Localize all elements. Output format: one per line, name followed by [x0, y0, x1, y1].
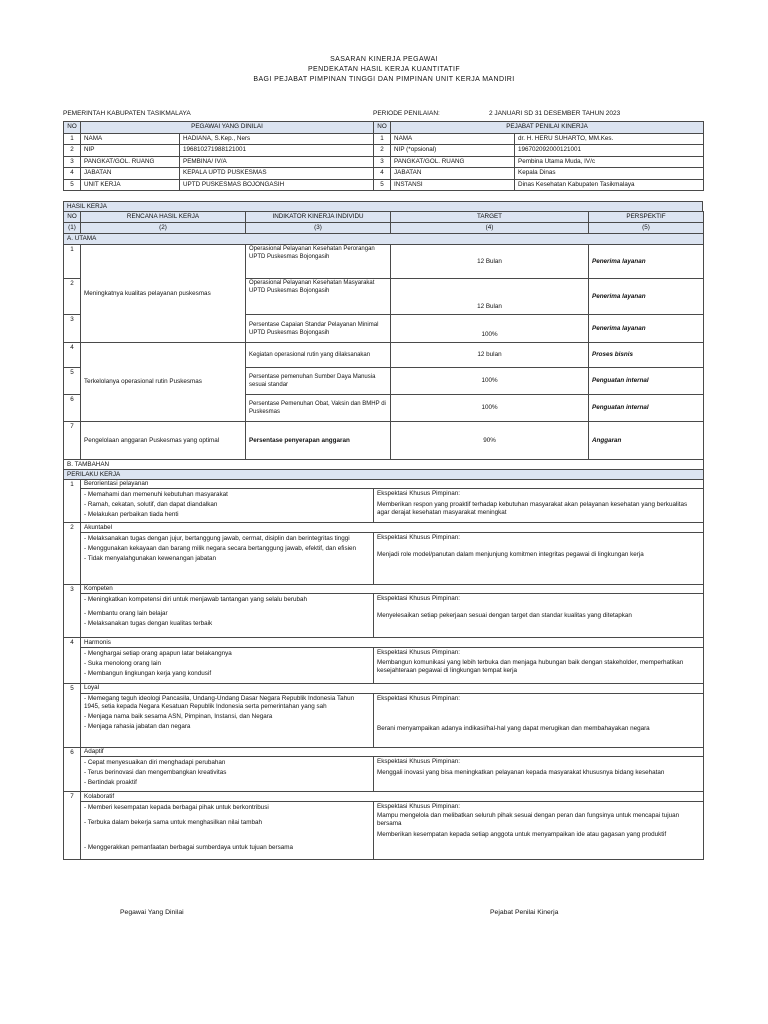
hasil-row: [64, 245, 704, 279]
ekspektasi-label: Ekspektasi Khusus Pimpinan:: [377, 595, 460, 603]
perilaku-body-row: [64, 757, 704, 792]
perilaku-title-row: [64, 523, 704, 533]
col-num: (2): [81, 223, 246, 234]
perilaku-no: 1: [64, 479, 81, 523]
rhk-cell: Terkelolanya operasional rutin Puskesmas: [81, 343, 246, 422]
perilaku-title-row: [64, 747, 704, 757]
dinilai-header: PEGAWAI YANG DINILAI: [81, 122, 374, 134]
section-b-label: B. TAMBAHAN: [64, 460, 704, 471]
perilaku-point: - Menjaga nama baik sesama ASN, Pimpinan, Instansi, dan Negara: [84, 712, 273, 720]
ekspektasi-label: Ekspektasi Khusus Pimpinan:: [377, 802, 460, 810]
identity-row: [64, 145, 704, 157]
perilaku-point: - Melaksanakan tugas dengan jujur, bertanggung jawab, cermat, disiplin dan berintegritas tinggi: [84, 534, 350, 542]
col-no-header: NO: [64, 212, 81, 223]
row-no: 1: [64, 133, 81, 145]
field-label: NAMA: [81, 133, 180, 145]
perilaku-point: - Menggunakan kekayaan dan barang milik negara secara bertanggung jawab, efektif, dan efisien: [84, 544, 356, 552]
ekspektasi-cell: [374, 489, 704, 523]
hasil-row: [64, 422, 704, 460]
ekspektasi-label: Ekspektasi Khusus Pimpinan:: [377, 694, 460, 702]
perilaku-points: [81, 489, 374, 523]
hasil-kerja-table: [63, 211, 704, 471]
perilaku-no: 7: [64, 792, 81, 860]
perilaku-point: - Tidak menyalahgunakan kewenangan jabatan: [84, 554, 216, 562]
row-no: 2: [374, 145, 391, 157]
field-label: UNIT KERJA: [81, 179, 180, 191]
indikator-cell: Persentase pemenuhan Sumber Daya Manusia sesuai standar: [246, 368, 391, 395]
ekspektasi-text: Menggali inovasi yang bisa meningkatkan pelayanan kepada masyarakat khususnya bidang kesehatan: [377, 769, 665, 777]
penilai-header: PEJABAT PENILAI KINERJA: [391, 122, 704, 134]
col-num: (4): [391, 223, 589, 234]
col-rhk-header: RENCANA HASIL KERJA: [81, 212, 246, 223]
identity-row: [64, 168, 704, 180]
field-label: PANGKAT/GOL. RUANG: [391, 156, 515, 168]
section-a-label: A. UTAMA: [64, 234, 704, 245]
title-line-1: SASARAN KINERJA PEGAWAI: [330, 56, 438, 63]
rhk-cell: Pengelolaan anggaran Puskesmas yang optimal: [81, 422, 246, 460]
periode-value: 2 JANUARI SD 31 DESEMBER TAHUN 2023: [489, 110, 621, 117]
ekspektasi-cell: [374, 532, 704, 584]
perilaku-points: [81, 801, 374, 859]
field-label: NAMA: [391, 133, 515, 145]
perilaku-point: - Terus berinovasi dan mengembangkan kreativitas: [84, 769, 227, 777]
ekspektasi-text: Memberikan respon yang proaktif terhadap kebutuhan masyarakat akan pelayanan kesehatan yang berkualitas agar derajat kesehatan masyarakat meningkat: [377, 501, 688, 517]
perspektif-cell: Penerima layanan: [589, 245, 704, 279]
perilaku-label: PERILAKU KERJA: [64, 470, 704, 480]
col-indikator-header: INDIKATOR KINERJA INDIVIDU: [246, 212, 391, 223]
perilaku-point: - Membantu orang lain belajar: [84, 610, 168, 618]
perilaku-body-row: [64, 801, 704, 859]
perilaku-body-row: [64, 647, 704, 683]
field-value: UPTD PUSKESMAS BOJONGASIH: [180, 179, 374, 191]
perilaku-no: 2: [64, 523, 81, 585]
perspektif-cell: Anggaran: [589, 422, 704, 460]
perilaku-no: 4: [64, 638, 81, 684]
field-label: NIP: [81, 145, 180, 157]
perilaku-title: Akuntabel: [81, 523, 704, 533]
perilaku-title-row: [64, 638, 704, 648]
document-title: [0, 55, 768, 85]
ekspektasi-cell: [374, 693, 704, 747]
field-label: JABATAN: [81, 168, 180, 180]
perilaku-points: [81, 647, 374, 683]
row-no: 7: [64, 422, 81, 460]
indikator-cell: Persentase Pemenuhan Obat, Vaksin dan BMHP di Puskesmas: [246, 395, 391, 422]
no-header: NO: [64, 122, 81, 134]
perilaku-point: - Memegang teguh ideologi Pancasila, Undang-Undang Dasar Negara Republik Indonesia Tahun 1945, setia kepada Negara Kesatuan Republik Indonesia serta pemerintahan yang sah: [84, 694, 355, 710]
indikator-cell: Operasional Pelayanan Kesehatan Masyarakat UPTD Puskesmas Bojongasih: [246, 279, 391, 315]
col-num: (1): [64, 223, 81, 234]
signature-right: Pejabat Penilai Kinerja: [490, 909, 559, 916]
perilaku-point: - Menggerakkan pemanfaatan berbagai sumberdaya untuk tujuan bersama: [84, 843, 293, 851]
pemerintah-label: PEMERINTAH KABUPATEN TASIKMALAYA: [63, 110, 191, 117]
target-cell: 12 Bulan: [391, 279, 589, 315]
ekspektasi-label: Ekspektasi Khusus Pimpinan:: [377, 648, 460, 656]
perilaku-points: [81, 757, 374, 792]
hasil-row: [64, 343, 704, 368]
perilaku-title: Kolaboratif: [81, 792, 704, 802]
field-value: KEPALA UPTD PUSKESMAS: [180, 168, 374, 180]
field-value: 196702092000121001: [515, 145, 704, 157]
ekspektasi-cell: [374, 594, 704, 638]
hasil-header-row: [64, 212, 704, 223]
no-header: NO: [374, 122, 391, 134]
section-a-row: [64, 234, 704, 245]
perilaku-point: - Bertindak proaktif: [84, 779, 137, 787]
perilaku-point: - Cepat menyesuaikan diri menghadapi perubahan: [84, 759, 226, 767]
hasil-colnum-row: [64, 223, 704, 234]
target-cell: 100%: [391, 395, 589, 422]
row-no: 2: [64, 279, 81, 315]
perilaku-body-row: [64, 489, 704, 523]
perilaku-title: Loyal: [81, 683, 704, 693]
title-line-3: BAGI PEJABAT PIMPINAN TINGGI DAN PIMPINAN UNIT KERJA MANDIRI: [253, 76, 515, 83]
perilaku-body-row: [64, 594, 704, 638]
target-cell: 12 Bulan: [391, 245, 589, 279]
perilaku-point: - Terbuka dalam bekerja sama untuk menghasilkan nilai tambah: [84, 818, 263, 826]
row-no: 4: [64, 343, 81, 368]
perilaku-title: Kompeten: [81, 584, 704, 594]
indikator-cell: Operasional Pelayanan Kesehatan Perorangan UPTD Puskesmas Bojongasih: [246, 245, 391, 279]
indikator-cell: Kegiatan operasional rutin yang dilaksanakan: [246, 343, 391, 368]
field-value: HADIANA, S.Kep., Ners: [180, 133, 374, 145]
identity-row: [64, 133, 704, 145]
field-value: Dinas Kesehatan Kabupaten Tasikmalaya: [515, 179, 704, 191]
perilaku-point: - Membangun lingkungan kerja yang kondusif: [84, 669, 212, 677]
perspektif-cell: Penguatan internal: [589, 368, 704, 395]
perilaku-title: Adaptif: [81, 747, 704, 757]
perilaku-points: [81, 594, 374, 638]
row-no: 5: [64, 179, 81, 191]
row-no: 5: [64, 368, 81, 395]
perspektif-cell: Penerima layanan: [589, 279, 704, 315]
identity-row: [64, 156, 704, 168]
perspektif-cell: Penerima layanan: [589, 315, 704, 343]
col-target-header: TARGET: [391, 212, 589, 223]
identity-header-row: [64, 122, 704, 134]
ekspektasi-text: Menjadi role model/panutan dalam menjunjung komitmen integritas pegawai di lingkungan kerja: [377, 550, 644, 558]
row-no: 3: [374, 156, 391, 168]
perilaku-title-row: [64, 479, 704, 489]
perilaku-body-row: [64, 532, 704, 584]
col-num: (3): [246, 223, 391, 234]
perilaku-point: - Melakukan perbaikan tiada henti: [84, 511, 179, 519]
indikator-cell: Persentase Capaian Standar Pelayanan Minimal UPTD Puskesmas Bojongasih: [246, 315, 391, 343]
ekspektasi-text: Membangun komunikasi yang lebih terbuka dan menjaga hubungan baik dengan stakeholder, memperhatikan kesejahteraan pegawai di lingkungan tempat kerja: [377, 658, 684, 674]
perilaku-point: - Menghargai setiap orang apapun latar belakangnya: [84, 649, 232, 657]
row-no: 1: [374, 133, 391, 145]
row-no: 3: [64, 156, 81, 168]
row-no: 6: [64, 395, 81, 422]
field-value: Pembina Utama Muda, IV/c: [515, 156, 704, 168]
identity-row: [64, 179, 704, 191]
row-no: 5: [374, 179, 391, 191]
perilaku-point: - Melaksanakan tugas dengan kualitas terbaik: [84, 620, 213, 628]
perilaku-point: - Menjaga rahasia jabatan dan negara: [84, 722, 191, 730]
target-cell: 12 bulan: [391, 343, 589, 368]
target-cell: 100%: [391, 315, 589, 343]
perilaku-no: 6: [64, 747, 81, 792]
field-value: Kepala Dinas: [515, 168, 704, 180]
rhk-cell: Meningkatnya kualitas pelayanan puskesmas: [81, 245, 246, 343]
ekspektasi-text: Menyelesaikan setiap pekerjaan sesuai dengan target dan standar kualitas yang ditetapkan: [377, 612, 632, 620]
target-cell: 90%: [391, 422, 589, 460]
perilaku-points: [81, 532, 374, 584]
signature-left: Pegawai Yang Dinilai: [120, 909, 184, 916]
perilaku-body-row: [64, 693, 704, 747]
row-no: 4: [64, 168, 81, 180]
perilaku-title-row: [64, 584, 704, 594]
perilaku-title-row: [64, 792, 704, 802]
field-label: JABATAN: [391, 168, 515, 180]
ekspektasi-text: Berani menyampaikan adanya indikasi/hal-hal yang dapat merugikan dan membahayakan negara: [377, 724, 650, 732]
perilaku-points: [81, 693, 374, 747]
perilaku-no: 5: [64, 683, 81, 747]
target-cell: 100%: [391, 368, 589, 395]
col-num: (5): [589, 223, 704, 234]
perilaku-point: - Ramah, cekatan, solutif, dan dapat diandalkan: [84, 501, 218, 509]
ekspektasi-cell: [374, 647, 704, 683]
ekspektasi-text: Mampu mengelola dan melibatkan seluruh pihak sesuai dengan peran dan fungsinya untuk mencapai tujuan bersama: [377, 811, 680, 827]
perilaku-title: Harmonis: [81, 638, 704, 648]
indikator-cell: Persentase penyerapan anggaran: [246, 422, 391, 460]
perilaku-kerja-table: [63, 469, 704, 860]
row-no: 1: [64, 245, 81, 279]
title-line-2: PENDEKATAN HASIL KERJA KUANTITATIF: [307, 66, 461, 73]
identity-table: [63, 121, 704, 191]
field-value: PEMBINA/ IV/A: [180, 156, 374, 168]
ekspektasi-label: Ekspektasi Khusus Pimpinan:: [377, 758, 460, 766]
row-no: 4: [374, 168, 391, 180]
perilaku-no: 3: [64, 584, 81, 638]
perspektif-cell: Penguatan internal: [589, 395, 704, 422]
field-label: NIP (*opsional): [391, 145, 515, 157]
perilaku-point: - Suka menolong orang lain: [84, 659, 162, 667]
perspektif-cell: Proses bisnis: [589, 343, 704, 368]
col-perspektif-header: PERSPEKTIF: [589, 212, 704, 223]
field-label: PANGKAT/GOL. RUANG: [81, 156, 180, 168]
ekspektasi-cell: [374, 757, 704, 792]
ekspektasi-cell: [374, 801, 704, 859]
periode-label: PERIODE PENILAIAN:: [373, 110, 440, 117]
ekspektasi-text: Memberikan kesempatan kepada setiap anggota untuk menyampaikan ide atau gagasan yang produktif: [377, 830, 667, 838]
row-no: 3: [64, 315, 81, 343]
row-no: 2: [64, 145, 81, 157]
ekspektasi-label: Ekspektasi Khusus Pimpinan:: [377, 533, 460, 541]
perilaku-point: - Memahami dan memenuhi kebutuhan masyarakat: [84, 491, 228, 499]
hasil-kerja-label: HASIL KERJA: [64, 202, 703, 212]
field-value: 196810271988121001: [180, 145, 374, 157]
perilaku-point: - Meningkatkan kompetensi diri untuk menjawab tantangan yang selalu berubah: [84, 596, 307, 604]
ekspektasi-label: Ekspektasi Khusus Pimpinan:: [377, 490, 460, 498]
field-label: INSTANSI: [391, 179, 515, 191]
perilaku-point: - Memberi kesempatan kepada berbagai pihak untuk berkontribusi: [84, 803, 269, 811]
field-value: dr. H. HERU SUHARTO, MM.Kes.: [515, 133, 704, 145]
perilaku-title: Berorientasi pelayanan: [81, 479, 704, 489]
perilaku-title-row: [64, 683, 704, 693]
